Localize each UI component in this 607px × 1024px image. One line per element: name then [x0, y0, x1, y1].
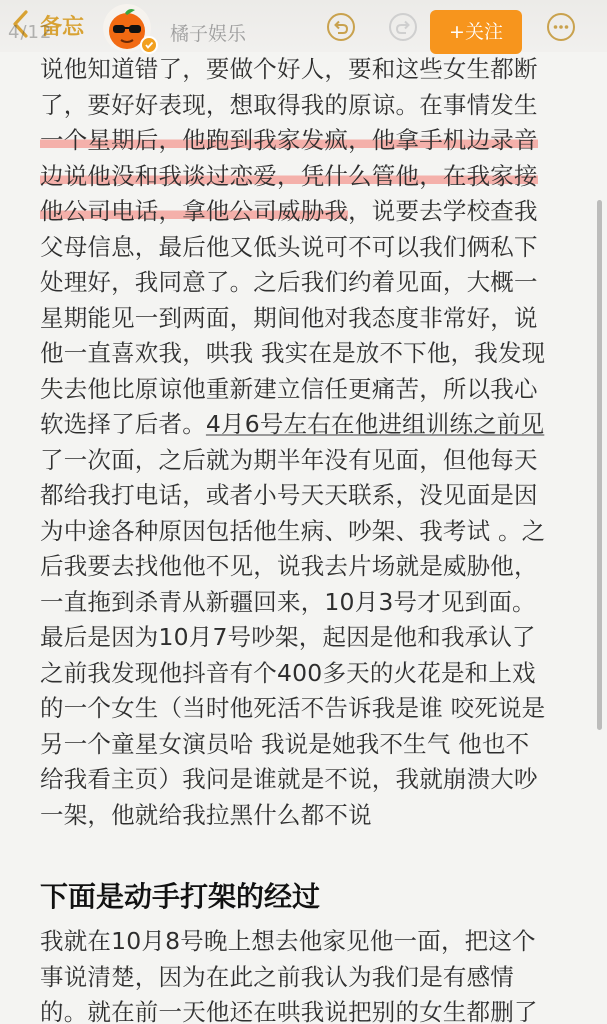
- text-line: 失去他比原谅他重新建立信任更痛苦，所以我心: [40, 374, 538, 403]
- article-body: [40, 52, 570, 833]
- text-line: [40, 194, 570, 230]
- text-line: 了，要好好表现，想取得我的原谅。在事情发生: [40, 90, 538, 119]
- back-label[interactable]: 备忘: [40, 15, 85, 40]
- text-line: 一直拖到杀青从新疆回来，10月3号才见到面。: [40, 587, 536, 616]
- highlighted-text: 一个星期后，他跑到我家发疯，他拿手机边录音: [40, 126, 538, 154]
- text-line: 都给我打电话，或者小号天天联系，没见面是因: [40, 481, 538, 509]
- underlined-text: 4月6号左右在他进组训练之前见: [205, 410, 545, 438]
- text-line: 后我要去找他他不见，说我去片场就是威胁他，: [40, 552, 538, 580]
- text-line: 的。就在前一天他还在哄我说把别的女生都删了: [40, 998, 538, 1024]
- text-line: 给我看主页）我问是谁就是不说，我就崩溃大吵: [40, 765, 538, 793]
- text-line: 之前我发现他抖音有个400多天的火花是和上戏: [40, 658, 536, 687]
- highlighted-text: 边说他没和我谈过恋爱，凭什么管他，在我家接: [40, 161, 538, 190]
- page-counter: 4/12: [8, 22, 53, 43]
- highlighted-text: 他公司电话，拿他公司威胁我: [40, 197, 349, 225]
- account-name[interactable]: 橘子娱乐: [170, 23, 247, 45]
- text-span: ，说要去学校查我: [348, 197, 538, 225]
- text-line: 为中途各种原因包括他生病、吵架、我考试 。之: [40, 516, 546, 545]
- redo-button[interactable]: [388, 12, 418, 42]
- text-line: 处理好，我同意了。之后我们约着见面，大概一: [40, 268, 538, 296]
- text-line: 父母信息，最后他又低头说可不可以我们俩私下: [40, 232, 538, 261]
- follow-button[interactable]: +关注: [430, 10, 522, 54]
- scrollbar[interactable]: [597, 200, 602, 730]
- redo-icon: [388, 12, 418, 42]
- top-bar: [0, 0, 607, 52]
- more-button[interactable]: [546, 12, 576, 42]
- text-line: [40, 123, 570, 159]
- text-line: [40, 407, 570, 443]
- text-line: 说他知道错了，要做个好人，要和这些女生都断: [40, 55, 538, 83]
- text-line: 一架，他就给我拉黑什么都不说: [40, 800, 372, 829]
- text-line: 另一个童星女演员哈 我说是她我不生气 他也不: [40, 729, 530, 758]
- text-line: [40, 159, 570, 195]
- text-line: 星期能见一到两面，期间他对我态度非常好，说: [40, 303, 538, 332]
- verified-icon: [142, 38, 156, 52]
- undo-button[interactable]: [326, 12, 356, 42]
- undo-icon: [326, 12, 356, 42]
- text-line: 事说清楚，因为在此之前我认为我们是有感情: [40, 962, 514, 991]
- text-line: 了一次面，之后就为期半年没有见面，但他每天: [40, 445, 538, 474]
- text-span: 软选择了后者。: [40, 410, 206, 438]
- more-icon: [546, 12, 576, 42]
- section-heading: 下面是动手打架的经过: [40, 880, 321, 913]
- text-line: 的一个女生（当时他死活不告诉我是谁 咬死说是: [40, 694, 546, 722]
- text-line: 我就在10月8号晚上想去他家见他一面，把这个: [40, 927, 536, 955]
- text-line: 他一直喜欢我，哄我 我实在是放不下他，我发现: [40, 339, 546, 367]
- text-line: 最后是因为10月7号吵架，起因是他和我承认了: [40, 623, 536, 651]
- article-body-continued: [40, 924, 570, 1024]
